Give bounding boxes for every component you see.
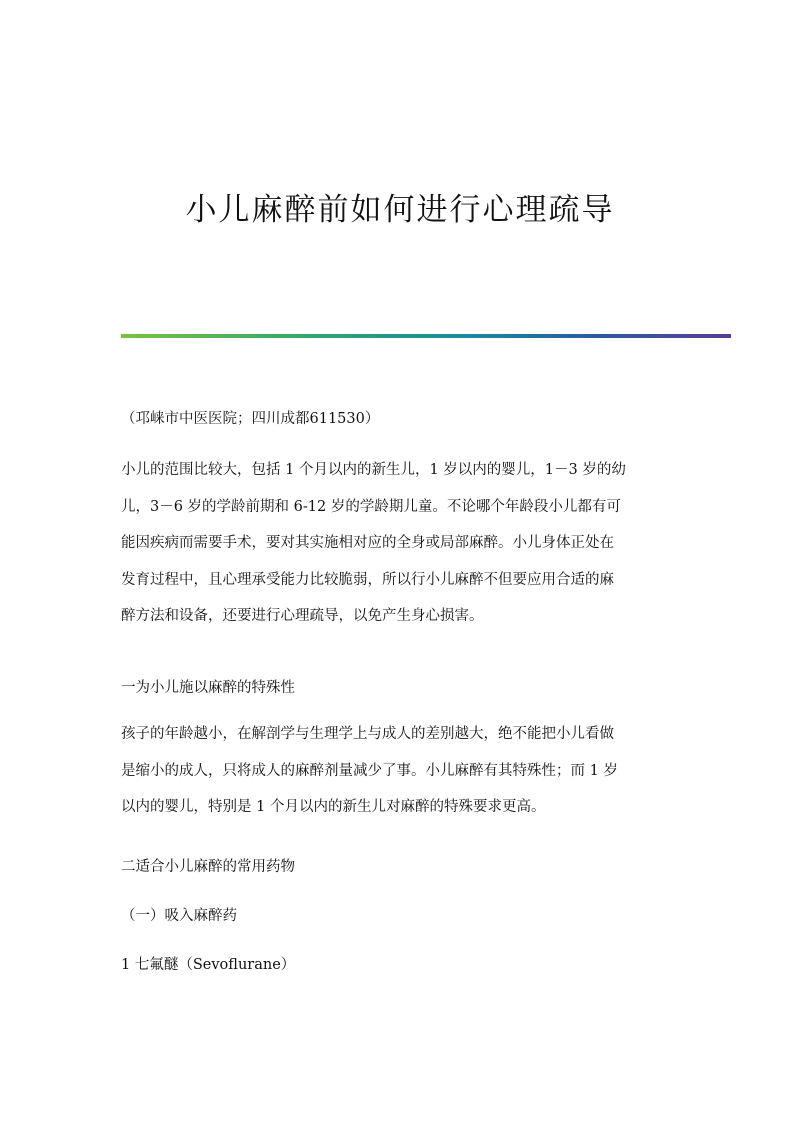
paragraph-line: 儿，3－6 岁的学龄前期和 6-12 岁的学龄期儿童。不论哪个年龄段小儿都有可: [121, 498, 621, 515]
subsection-heading: （一）吸入麻醉药: [121, 908, 237, 924]
affiliation: （邛崃市中医医院；四川成都611530）: [121, 411, 380, 427]
section-heading-2: 二适合小儿麻醉的常用药物: [121, 859, 295, 875]
paragraph-line: 以内的婴儿，特别是 1 个月以内的新生儿对麻醉的特殊要求更高。: [121, 799, 546, 815]
page-title: 小儿麻醉前如何进行心理疏导: [185, 192, 615, 228]
intro-paragraph: [121, 460, 681, 643]
list-item: 1 七氟醚（Sevoflurane）: [121, 957, 296, 973]
paragraph-line: 醉方法和设备，还要进行心理疏导，以免产生身心损害。: [121, 608, 484, 624]
paragraph-line: 小儿的范围比较大，包括 1 个月以内的新生儿，1 岁以内的婴儿，1－3 岁的幼: [121, 462, 626, 478]
paragraph-line: 是缩小的成人，只将成人的麻醉剂量减少了事。小儿麻醉有其特殊性；而 1 岁: [121, 762, 618, 779]
paragraph-line: 发育过程中，且心理承受能力比较脆弱，所以行小儿麻醉不但要应用合适的麻: [121, 571, 614, 588]
section1-paragraph: [121, 724, 681, 834]
paragraph-line: 能因疾病而需要手术，要对其实施相对应的全身或局部麻醉。小儿身体正处在: [121, 535, 614, 551]
section-heading-1: 一为小儿施以麻醉的特殊性: [121, 680, 295, 696]
gradient-divider: [121, 334, 731, 338]
paragraph-line: 孩子的年龄越小，在解剖学与生理学上与成人的差别越大，绝不能把小儿看做: [121, 726, 614, 742]
